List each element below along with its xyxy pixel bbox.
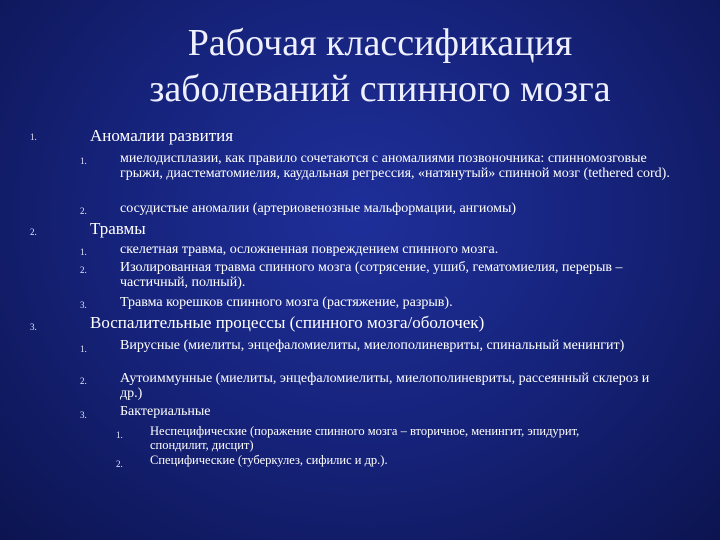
outline-subitem-label: скелетная травма, осложненная повреждением спинного мозга.: [120, 242, 499, 257]
outline-subitem-label: Бактериальные: [120, 404, 211, 419]
outline-subitem-number: 2.: [80, 206, 87, 216]
outline-item-number: 1.: [30, 132, 37, 142]
slide-title-line-1: Рабочая классификация: [187, 22, 573, 64]
outline-subitem-number: 2.: [80, 376, 87, 386]
outline-subsubitem-number: 1.: [116, 430, 123, 440]
outline-subitem-label: сосудистые аномалии (артериовенозные мальформации, ангиомы): [120, 201, 517, 216]
outline-subitem-number: 1.: [80, 156, 87, 166]
outline-subitem-label: Вирусные (миелиты, энцефаломиелиты, миелополиневриты, спинальный менингит): [120, 338, 625, 353]
outline-subitem-number: 1.: [80, 344, 87, 354]
outline-item-number: 2.: [30, 227, 37, 237]
outline-subitem-number: 3.: [80, 300, 87, 310]
outline-subsubitem-label: Неспецифические (поражение спинного мозга – вторичное, менингит, эпидурит, спондилит, дисцит): [150, 424, 580, 452]
outline-subitem-label: миелодисплазии, как правило сочетаются с аномалиями позвоночника: спинномозговые грыжи, диастематомиелия, каудальная регрессия, «натянутый» спинной мозг (tethered cord).: [120, 151, 670, 181]
outline-subsubitem-number: 2.: [116, 459, 123, 469]
outline-item-label: Аномалии развития: [90, 126, 234, 145]
outline-subitem-label: Аутоиммунные (миелиты, энцефаломиелиты, миелополиневриты, рассеянный склероз и др.): [120, 371, 650, 401]
slide-title-line-2: заболеваний спинного мозга: [149, 68, 611, 110]
outline-subitem-number: 2.: [80, 265, 87, 275]
outline-subsubitem-label: Специфические (туберкулез, сифилис и др.).: [150, 453, 388, 467]
outline-subitem-number: 1.: [80, 247, 87, 257]
outline-item-label: Воспалительные процессы (спинного мозга/оболочек): [90, 313, 485, 332]
outline-subitem-number: 3.: [80, 410, 87, 420]
outline-subitem-label: Изолированная травма спинного мозга (сотрясение, ушиб, гематомиелия, перерыв – частичный, полный).: [120, 260, 623, 290]
outline-item-label: Травмы: [90, 219, 146, 238]
outline-item-number: 3.: [30, 322, 37, 332]
outline-subitem-label: Травма корешков спинного мозга (растяжение, разрыв).: [120, 295, 453, 310]
